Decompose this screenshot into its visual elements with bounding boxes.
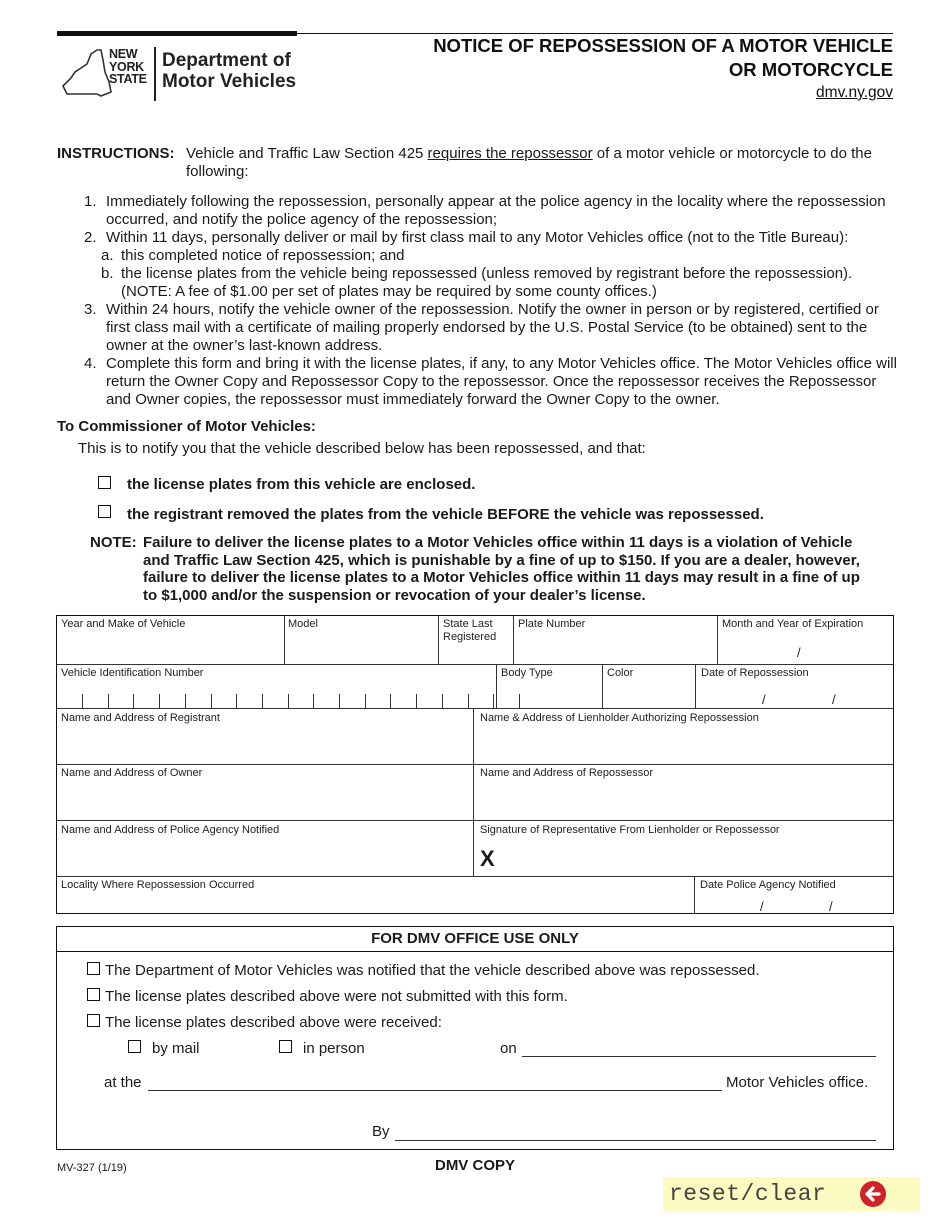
owner-input[interactable] (61, 781, 469, 817)
vin-char-divider (313, 694, 314, 708)
logo-department-text: Department of Motor Vehicles (162, 50, 297, 92)
instructions-intro: Vehicle and Traffic Law Section 425 requires the repossessor of a motor vehicle or motorcycle to do the following: (186, 145, 872, 180)
date-police-notified-input[interactable] (700, 892, 890, 912)
plates-enclosed-label: the license plates from this vehicle are enclosed. (127, 476, 476, 493)
year-make-input[interactable] (61, 632, 281, 662)
signature-input[interactable] (503, 838, 890, 874)
received-checkbox[interactable] (87, 1014, 100, 1027)
logo-state-text: NEW YORK STATE (109, 47, 147, 86)
lienholder-label: Name & Address of Lienholder Authorizing Repossession (480, 712, 759, 724)
vin-char-divider (390, 694, 391, 708)
dmv-office-use-box (56, 926, 894, 1150)
office-use-heading: FOR DMV OFFICE USE ONLY (57, 927, 893, 952)
registrant-input[interactable] (61, 726, 469, 762)
note-label: NOTE: (90, 534, 137, 551)
vin-char-divider (442, 694, 443, 708)
vin-char-divider (416, 694, 417, 708)
by-label: By (372, 1123, 390, 1140)
vin-char-divider (236, 694, 237, 708)
list-subitem: a. this completed notice of repossession; and (101, 247, 405, 264)
list-item: 1. Immediately following the repossession, personally appear at the police agency in the locality where the repossession occurred, and notify the police agency of the repossession; (84, 193, 886, 228)
expiration-label: Month and Year of Expiration (722, 618, 864, 630)
body-type-input[interactable] (501, 680, 599, 706)
by-mail-checkbox[interactable] (128, 1040, 141, 1053)
plates-removed-checkbox[interactable] (98, 505, 111, 518)
vin-char-divider (211, 694, 212, 708)
vin-char-divider (262, 694, 263, 708)
vin-char-divider (288, 694, 289, 708)
office-suffix-label: Motor Vehicles office. (726, 1074, 869, 1091)
date-repossession-input[interactable] (701, 680, 891, 706)
date-police-notified-label: Date Police Agency Notified (700, 879, 836, 891)
vin-label: Vehicle Identification Number (61, 667, 204, 679)
expiration-input[interactable] (722, 632, 890, 662)
vin-char-divider (159, 694, 160, 708)
plate-number-input[interactable] (518, 632, 714, 662)
date-separator: / (760, 899, 764, 914)
by-signature-line[interactable] (395, 1140, 876, 1141)
date-separator: / (762, 692, 766, 707)
back-arrow-icon (859, 1180, 887, 1208)
date-repossession-label: Date of Repossession (701, 667, 809, 679)
vin-char-divider (185, 694, 186, 708)
signature-label: Signature of Representative From Lienholder or Repossessor (480, 824, 780, 836)
repossessor-label: Name and Address of Repossessor (480, 767, 654, 779)
date-separator: / (797, 645, 801, 660)
on-label: on (500, 1040, 517, 1057)
plates-enclosed-checkbox[interactable] (98, 476, 111, 489)
lienholder-input[interactable] (480, 726, 890, 762)
year-make-label: Year and Make of Vehicle (61, 618, 186, 630)
repossessor-input[interactable] (480, 781, 890, 817)
vin-input[interactable] (57, 692, 497, 708)
date-separator: / (829, 899, 833, 914)
body-type-label: Body Type (501, 667, 553, 679)
reset-clear-button[interactable] (663, 1177, 920, 1211)
note-text: Failure to deliver the license plates to a Motor Vehicles office within 11 days is a violation of Vehicle and Traffic Law Section 425, which is punishable by a fine of up to $150. If you are a dealer, however, failure to deliver the license plates to a Motor Vehicles office within 11 days may result in a fine of up to $1,000 and/or the suspension or revocation of your dealer’s license. (143, 534, 860, 604)
registrant-label: Name and Address of Registrant (61, 712, 220, 724)
police-agency-input[interactable] (61, 838, 469, 874)
vin-char-divider (493, 694, 494, 708)
signature-x-mark: X (480, 846, 495, 871)
state-last-registered-label: State Last Registered (443, 618, 497, 643)
vin-char-divider (339, 694, 340, 708)
list-item: 3. Within 24 hours, notify the vehicle owner of the repossession. Notify the owner in person or by registered, certified or first class mail with a certificate of mailing properly endorsed by the U.S. Postal Service (to be obtained) sent to the owner at the owner’s last-known address. (84, 301, 879, 354)
office-name-line[interactable] (148, 1090, 722, 1091)
notified-checkbox[interactable] (87, 962, 100, 975)
vin-char-divider (365, 694, 366, 708)
instructions-list (84, 193, 899, 409)
by-mail-label: by mail (152, 1040, 200, 1057)
locality-input[interactable] (61, 892, 691, 912)
vin-char-divider (108, 694, 109, 708)
color-label: Color (607, 667, 634, 679)
in-person-checkbox[interactable] (279, 1040, 292, 1053)
list-item: 4. Complete this form and bring it with the license plates, if any, to any Motor Vehicles office. The Motor Vehicles office will return the Owner Copy and Repossessor Copy to the repossessor. Once the repossessor receives the Repossessor and Owner copies, the repossessor must immediately forward the Owner Copy to the owner. (84, 355, 897, 408)
vehicle-info-form (56, 615, 894, 914)
date-separator: / (832, 692, 836, 707)
notify-text: This is to notify you that the vehicle described below has been repossessed, and that: (78, 440, 646, 457)
state-input[interactable] (443, 644, 511, 662)
at-the-label: at the (104, 1074, 142, 1091)
in-person-label: in person (303, 1040, 365, 1057)
plates-removed-label: the registrant removed the plates from the vehicle BEFORE the vehicle was repossessed. (127, 506, 764, 523)
model-label: Model (288, 618, 318, 630)
header-rule-thick (57, 31, 297, 36)
vin-char-divider (468, 694, 469, 708)
received-date-line[interactable] (522, 1056, 876, 1057)
not-submitted-label: The license plates described above were not submitted with this form. (105, 988, 568, 1005)
model-input[interactable] (288, 632, 434, 662)
vin-char-divider (82, 694, 83, 708)
plate-number-label: Plate Number (518, 618, 586, 630)
nys-dmv-logo (57, 40, 302, 106)
police-agency-label: Name and Address of Police Agency Notified (61, 824, 280, 836)
list-item: 2. Within 11 days, personally deliver or mail by first class mail to any Motor Vehicles office (not to the Title Bureau): (84, 229, 849, 246)
new-york-state-map-icon (57, 42, 117, 102)
form-title: NOTICE OF REPOSSESSION OF A MOTOR VEHICLE OR MOTORCYCLE (433, 35, 893, 80)
not-submitted-checkbox[interactable] (87, 988, 100, 1001)
vin-char-divider (133, 694, 134, 708)
copy-label: DMV COPY (434, 1157, 515, 1174)
color-input[interactable] (607, 680, 692, 706)
list-subitem: b. the license plates from the vehicle being repossessed (unless removed by registrant before the repossession). (NOTE: A fee of $1.00 per set of plates may be required by some county offices.) (101, 265, 853, 300)
instructions-label: INSTRUCTIONS: (57, 145, 175, 162)
note-block (90, 534, 870, 604)
owner-label: Name and Address of Owner (61, 767, 203, 779)
website-link[interactable]: dmv.ny.gov (816, 84, 893, 101)
commissioner-heading: To Commissioner of Motor Vehicles: (57, 418, 316, 435)
notified-label: The Department of Motor Vehicles was notified that the vehicle described above was repossessed. (105, 962, 760, 979)
received-label: The license plates described above were received: (105, 1014, 442, 1031)
locality-label: Locality Where Repossession Occurred (61, 879, 255, 891)
logo-divider (154, 47, 156, 101)
reset-clear-label: reset/clear (669, 1181, 827, 1207)
form-code: MV-327 (1/19) (57, 1162, 127, 1174)
